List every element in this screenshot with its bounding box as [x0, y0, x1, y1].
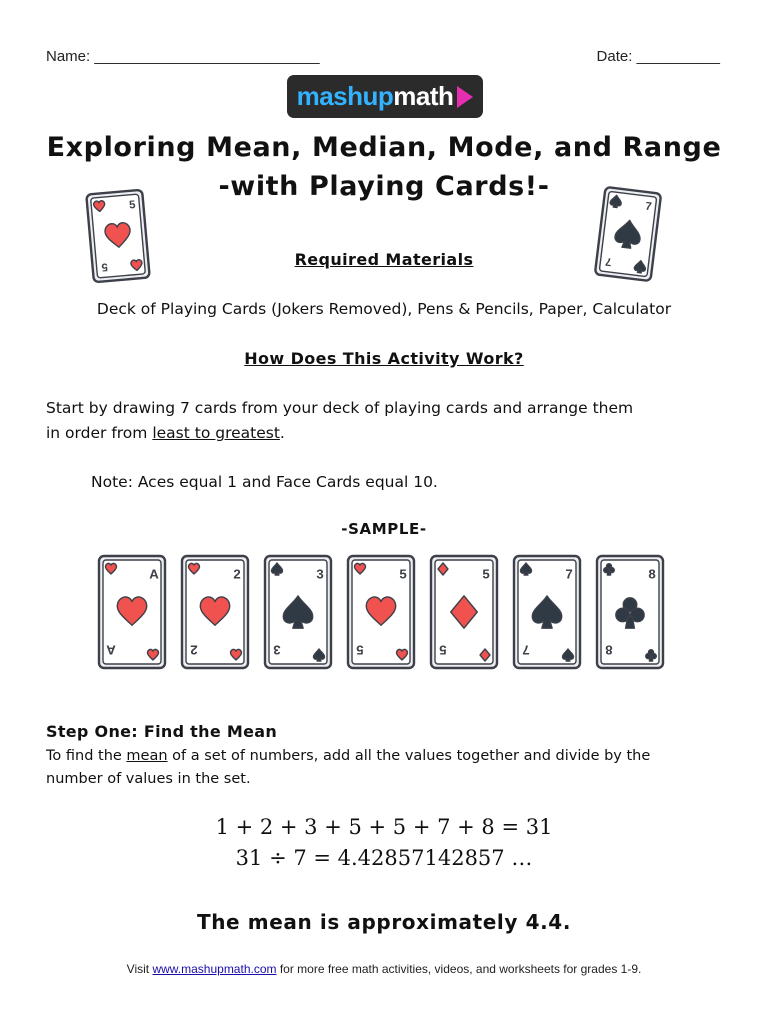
date-field-label: Date: __________ [596, 48, 720, 65]
playing-card-5 [514, 556, 580, 668]
card-rank-inverted: 7 [522, 642, 530, 658]
worksheet-subtitle: -with Playing Cards!- [218, 171, 550, 202]
playing-card-3 [348, 556, 414, 668]
sum-equation: 1 + 2 + 3 + 5 + 5 + 7 + 8 = 31 [215, 815, 553, 839]
step-one-heading: Step One: Find the Mean [46, 722, 278, 741]
playing-card-6 [597, 556, 663, 668]
card-rank: A [149, 566, 159, 582]
playing-card-0 [99, 556, 165, 668]
activity-instructions [46, 396, 633, 446]
explanation-line-2: number of values in the set. [46, 771, 251, 787]
card-rank-inverted: A [106, 642, 116, 658]
footer-text [0, 962, 768, 976]
mashupmath-link[interactable]: www.mashupmath.com [152, 962, 277, 976]
explanation-line-1 [46, 745, 650, 768]
card-rank-inverted: 8 [605, 642, 613, 658]
playing-card-4 [431, 556, 497, 668]
explanation-suffix: of a set of numbers, add all the values together and divide by the [167, 748, 651, 764]
decor-card-seven-spades [588, 184, 668, 292]
materials-heading: Required Materials [294, 250, 474, 269]
card-rank: 8 [648, 566, 656, 582]
card-rank-inverted: 3 [273, 642, 281, 658]
playing-card-1 [182, 556, 248, 668]
card-rank-inverted: 5 [356, 642, 364, 658]
step-one-explanation [46, 745, 650, 791]
least-to-greatest-term: least to greatest [152, 424, 280, 442]
ace-face-note: Note: Aces equal 1 and Face Cards equal 10. [91, 473, 438, 491]
materials-list: Deck of Playing Cards (Jokers Removed), Pens & Pencils, Paper, Calculator [96, 300, 672, 318]
mean-result: The mean is approximately 4.4. [196, 910, 572, 934]
playing-card-2 [265, 556, 331, 668]
card-rank: 5 [482, 566, 490, 582]
instruction-line-1: Start by drawing 7 cards from your deck of playing cards and arrange them [46, 399, 634, 417]
mean-term: mean [126, 748, 168, 764]
instruction-line-2 [46, 421, 633, 446]
activity-heading: How Does This Activity Work? [244, 349, 524, 368]
explanation-prefix: To find the [46, 748, 127, 764]
card-rank: 5 [399, 566, 407, 582]
card-rank-inverted: 7 [604, 254, 613, 268]
sample-label: -SAMPLE- [341, 520, 427, 538]
division-equation: 31 ÷ 7 = 4.42857142857 … [235, 846, 533, 870]
worksheet-title: Exploring Mean, Median, Mode, and Range [46, 132, 722, 163]
play-triangle-icon [457, 86, 473, 108]
logo-text-math: math [393, 81, 454, 111]
instruction-prefix: in order from [46, 424, 153, 442]
card-rank: 7 [644, 200, 653, 214]
footer-prefix: Visit [126, 962, 153, 976]
card-rank-inverted: 2 [190, 642, 198, 658]
card-rank: 5 [128, 198, 137, 212]
card-rank: 3 [316, 566, 324, 582]
card-rank: 7 [565, 566, 573, 582]
instruction-suffix: . [279, 424, 285, 442]
card-rank-inverted: 5 [100, 260, 109, 273]
footer-suffix: for more free math activities, videos, and worksheets for grades 1-9. [276, 962, 642, 976]
name-field-label: Name: ___________________________ [46, 48, 320, 65]
sample-cards-row [0, 552, 768, 672]
logo-text-mashup: mashup [296, 81, 394, 111]
decor-card-five-hearts [84, 186, 154, 292]
mashupmath-logo [287, 75, 483, 118]
card-rank: 2 [233, 566, 241, 582]
card-rank-inverted: 5 [439, 642, 447, 658]
